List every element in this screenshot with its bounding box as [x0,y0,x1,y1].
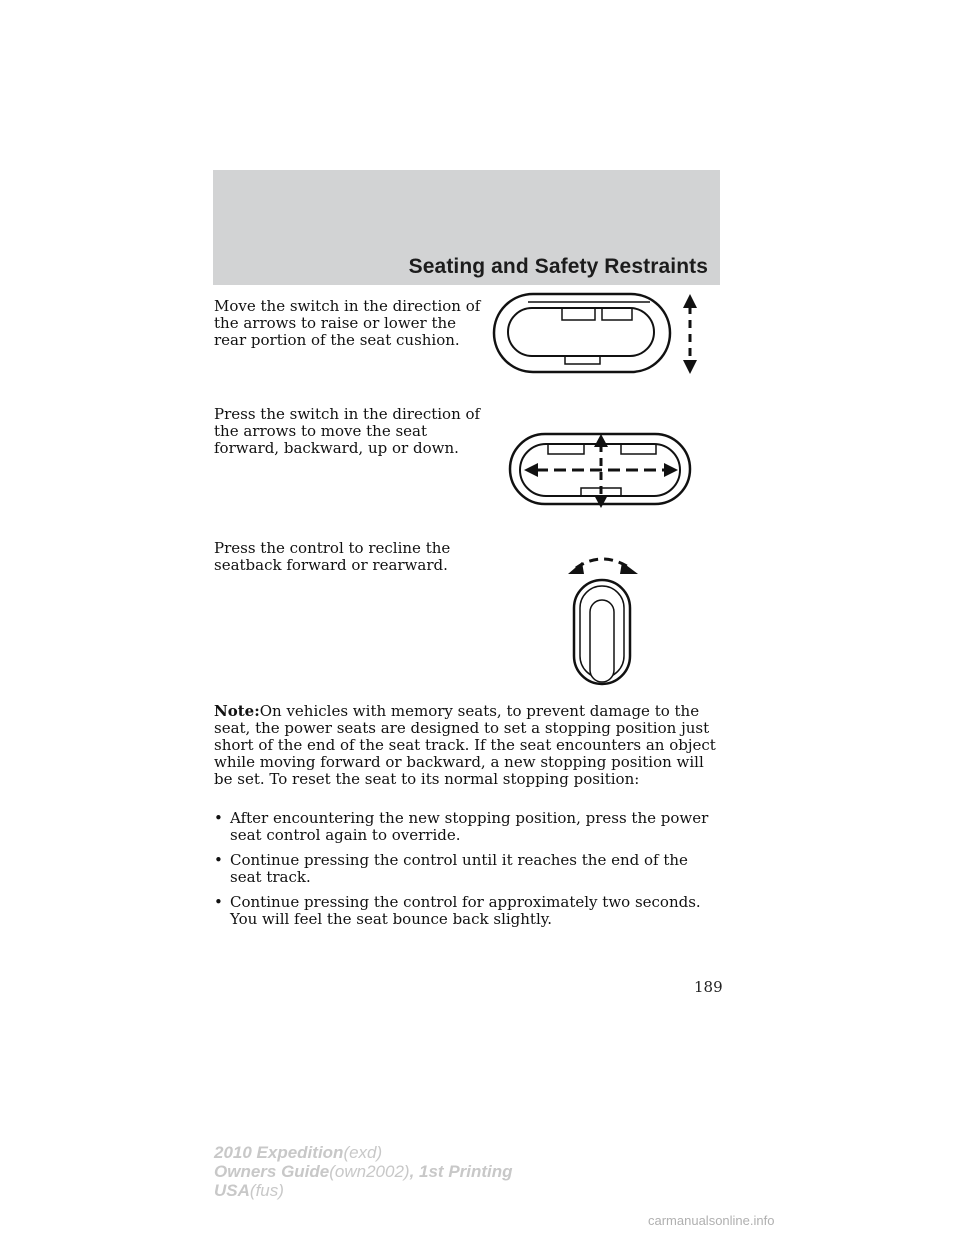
list-item [214,810,724,844]
section-title: Seating and Safety Restraints [408,255,708,278]
footer-guide: Owners Guide [214,1162,330,1181]
footer-model-code: (exd) [343,1143,383,1162]
paragraph-cushion: Move the switch in the direction of the arrows to raise or lower the rear portion of the seat cushion. [214,297,481,349]
footer-model: 2010 Expedition [214,1143,344,1162]
section-header-band [213,170,720,285]
footer-guide-code: (own2002) [329,1162,410,1181]
note-label: Note: [214,702,260,720]
list-item [214,852,724,886]
list-item-text: Continue pressing the control until it reaches the end of the seat track. [230,851,688,886]
reset-steps-list [214,810,724,936]
bullet-icon: • [214,851,223,869]
rear-cushion-switch-icon [490,290,710,376]
paragraph-seat-move: Press the switch in the direction of the arrows to move the seat forward, backward, up or down. [214,405,481,457]
bullet-icon: • [214,809,223,827]
list-item-text: After encountering the new stopping position, press the power seat control again to override. [230,809,709,844]
footer-print-info [214,1143,513,1200]
list-item [214,894,724,928]
seat-position-switch-icon [506,432,698,512]
list-item-text: Continue pressing the control for approximately two seconds. You will feel the seat bounce back slightly. [230,893,701,928]
note-text: On vehicles with memory seats, to prevent damage to the seat, the power seats are designed to set a stopping position just short of the end of the seat track. If the seat encounters an object while moving forward or backward, a new stopping position will be set. To reset the seat to its normal stopping position: [214,702,716,788]
recline-control-icon [562,552,642,686]
bullet-icon: • [214,893,223,911]
footer-market: USA [214,1181,250,1200]
footer-market-code: (fus) [249,1181,284,1200]
page-number: 189 [694,978,723,996]
watermark: carmanualsonline.info [648,1213,775,1228]
paragraph-recline: Press the control to recline the seatback forward or rearward. [214,539,451,574]
footer-printing: , 1st Printing [409,1162,513,1181]
note-paragraph [214,703,724,788]
